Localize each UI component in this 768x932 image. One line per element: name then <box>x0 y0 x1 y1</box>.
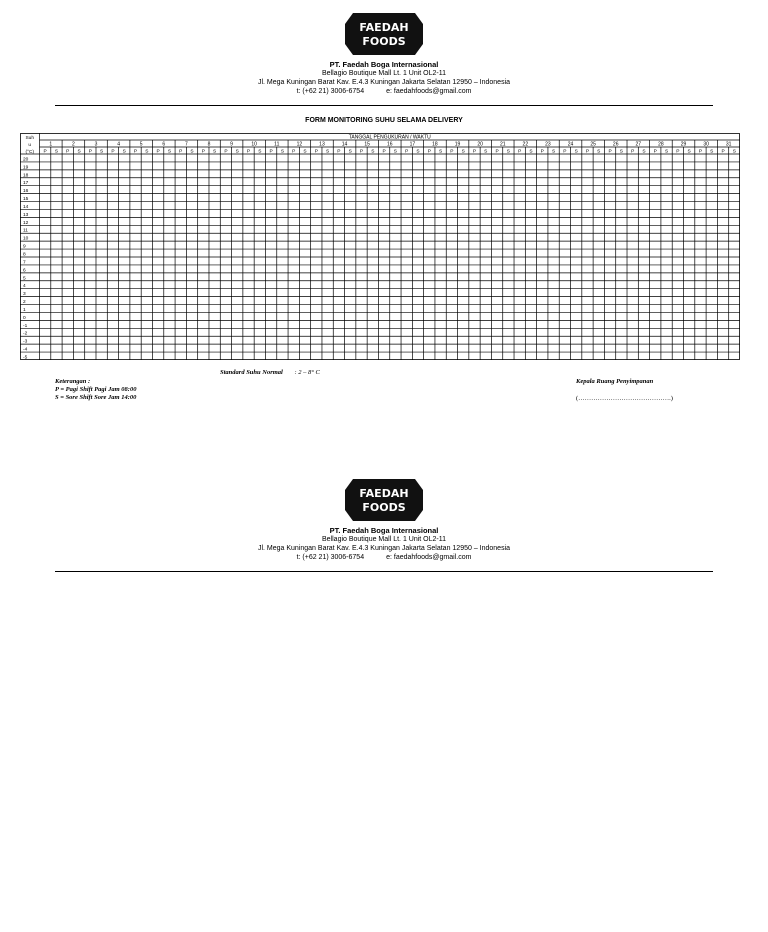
temp-label: 20 <box>23 157 29 163</box>
shift-label-p: P <box>563 149 567 155</box>
shift-label-p: P <box>43 149 47 155</box>
form-title: FORM MONITORING SUHU SELAMA DELIVERY <box>305 117 463 124</box>
day-label: 10 <box>251 141 257 148</box>
shift-label-p: P <box>359 149 364 155</box>
company-address-2: Jl. Mega Kuningan Barat Kav. E.4.3 Kuningan Jakarta Selatan 12950 – Indonesia <box>257 79 511 86</box>
logo-text-line2: FOODS <box>362 35 406 48</box>
day-label: 17 <box>409 141 416 148</box>
day-label: 7 <box>184 141 188 148</box>
day-label: 29 <box>680 141 687 148</box>
temp-label: 9 <box>23 244 26 250</box>
shift-label-p: P <box>246 149 251 155</box>
shift-label-p: P <box>382 149 386 155</box>
shift-label-p: P <box>337 149 341 155</box>
company-logo-2 <box>343 478 425 522</box>
temp-label: -2 <box>23 331 28 337</box>
standard-label: Standard Suhu Normal <box>220 369 283 376</box>
company-header-2 <box>0 526 768 562</box>
temp-label: 1 <box>23 307 26 313</box>
temp-label: 8 <box>23 252 26 258</box>
day-label: 24 <box>567 141 574 148</box>
temp-label: 10 <box>23 236 29 242</box>
temp-label: -4 <box>23 347 28 353</box>
temp-label: -3 <box>23 339 28 345</box>
shift-label-s: S <box>258 149 262 155</box>
temp-label: 6 <box>23 268 26 274</box>
shift-label-s: S <box>190 149 194 155</box>
day-label: 22 <box>522 141 529 148</box>
company-email: e: faedahfoods@gmail.com <box>386 554 472 561</box>
note-p: P = Pagi Shift Pagi Jam 08:00 <box>55 386 137 393</box>
shift-label-p: P <box>698 149 703 155</box>
temperature-monitoring-grid <box>20 133 740 360</box>
shift-label-s: S <box>642 149 646 155</box>
shift-label-s: S <box>484 149 488 155</box>
company-address-2: Jl. Mega Kuningan Barat Kav. E.4.3 Kuningan Jakarta Selatan 12950 – Indonesia <box>257 545 511 552</box>
shift-label-s: S <box>664 149 669 155</box>
temp-label: 4 <box>23 284 26 290</box>
company-address-1: Bellagio Boutique Mall Lt. 1 Unit OL2-11 <box>322 536 446 543</box>
suhu-header-line: u <box>28 143 32 148</box>
shift-label-p: P <box>66 149 70 155</box>
shift-label-s: S <box>461 149 465 155</box>
day-label: 19 <box>454 141 461 148</box>
shift-label-s: S <box>393 149 398 155</box>
header-divider-2 <box>55 571 713 572</box>
temp-label: 15 <box>23 197 29 203</box>
shift-label-p: P <box>88 149 92 155</box>
day-label: 13 <box>319 141 325 148</box>
signer-title: Kepala Ruang Penyimpanan <box>576 378 654 385</box>
shift-label-s: S <box>303 149 307 155</box>
keterangan-label: Keterangan : <box>55 378 91 385</box>
shift-label-s: S <box>732 149 736 155</box>
temp-label: 14 <box>23 204 29 210</box>
day-label: 4 <box>117 141 120 148</box>
shift-label-s: S <box>416 149 420 155</box>
shift-label-p: P <box>111 149 115 155</box>
day-label: 8 <box>207 141 211 148</box>
shift-label-p: P <box>405 149 409 155</box>
shift-label-s: S <box>371 149 375 155</box>
day-label: 12 <box>296 141 303 148</box>
day-label: 6 <box>162 141 166 148</box>
temp-label: 18 <box>23 173 29 179</box>
temp-label: 5 <box>23 276 26 282</box>
day-label: 1 <box>49 141 53 148</box>
temp-label: 11 <box>23 228 28 234</box>
standard-temperature <box>220 369 320 377</box>
temp-label: 7 <box>23 260 26 266</box>
logo-text-line1: FAEDAH <box>359 21 409 34</box>
shift-label-p: P <box>156 149 160 155</box>
shift-label-s: S <box>574 149 578 155</box>
shift-label-p: P <box>721 149 725 155</box>
company-logo <box>343 12 425 56</box>
company-email: e: faedahfoods@gmail.com <box>386 88 472 95</box>
temp-label: 12 <box>23 220 29 226</box>
shift-label-p: P <box>269 149 273 155</box>
shift-label-s: S <box>687 149 691 155</box>
day-label: 3 <box>94 141 98 148</box>
shift-label-p: P <box>292 149 296 155</box>
header-divider <box>55 105 713 106</box>
logo-text-line2: FOODS <box>362 501 406 514</box>
temp-label: 16 <box>23 189 29 195</box>
temp-label: -5 <box>23 355 28 360</box>
temp-label: -1 <box>23 323 28 329</box>
shift-label-p: P <box>631 149 635 155</box>
shift-label-s: S <box>54 149 59 155</box>
shift-label-s: S <box>100 149 104 155</box>
day-label: 26 <box>612 141 619 148</box>
signature-line: (…………………………………….) <box>576 395 673 402</box>
shift-label-p: P <box>450 149 454 155</box>
suhu-header-line: Suh <box>25 136 35 141</box>
company-name: PT. Faedah Boga Internasional <box>329 60 439 69</box>
day-label: 25 <box>590 141 596 148</box>
shift-label-p: P <box>472 149 477 155</box>
shift-label-p: P <box>427 149 431 155</box>
shift-label-p: P <box>585 149 590 155</box>
company-name: PT. Faedah Boga Internasional <box>329 526 439 535</box>
temp-label: 17 <box>23 181 29 187</box>
suhu-header-line: (°C) <box>25 150 35 155</box>
shift-label-p: P <box>224 149 228 155</box>
shift-label-s: S <box>551 149 556 155</box>
temp-label: 19 <box>23 165 29 171</box>
standard-value: : 2 – 8° C <box>294 369 320 376</box>
shift-label-p: P <box>608 149 612 155</box>
company-phone: t: (+62 21) 3006-6754 <box>296 554 365 561</box>
date-header: TANGGAL PENGUKURAN / WAKTU <box>348 134 431 141</box>
day-label: 20 <box>477 141 483 148</box>
company-phone: t: (+62 21) 3006-6754 <box>296 88 365 95</box>
day-label: 9 <box>230 141 233 148</box>
note-s: S = Sore Shift Sore Jam 14:00 <box>55 394 137 401</box>
shift-label-s: S <box>145 149 149 155</box>
day-label: 5 <box>139 141 143 148</box>
shift-label-s: S <box>280 149 285 155</box>
shift-label-s: S <box>597 149 601 155</box>
day-label: 15 <box>364 141 370 148</box>
temp-label: 2 <box>23 300 26 306</box>
shift-label-s: S <box>122 149 126 155</box>
grid-border <box>21 134 740 360</box>
day-label: 2 <box>72 141 75 148</box>
shift-label-s: S <box>438 149 443 155</box>
temp-label: 13 <box>23 212 29 218</box>
shift-label-p: P <box>495 149 499 155</box>
company-address-1: Bellagio Boutique Mall Lt. 1 Unit OL2-11 <box>322 70 446 77</box>
temp-label: 3 <box>23 292 26 298</box>
shift-label-s: S <box>529 149 533 155</box>
day-label: 28 <box>658 141 664 148</box>
day-label: 14 <box>341 141 348 148</box>
keterangan-block <box>55 378 136 402</box>
shift-label-s: S <box>506 149 510 155</box>
day-label: 23 <box>545 141 551 148</box>
shift-label-s: S <box>235 149 239 155</box>
day-label: 31 <box>725 141 732 148</box>
temp-label: 0 <box>23 315 26 321</box>
day-label: 16 <box>386 141 393 148</box>
shift-label-s: S <box>77 149 81 155</box>
shift-label-s: S <box>348 149 352 155</box>
company-header <box>0 60 768 96</box>
shift-label-p: P <box>518 149 522 155</box>
shift-label-p: P <box>133 149 138 155</box>
shift-label-s: S <box>167 149 172 155</box>
shift-label-p: P <box>653 149 657 155</box>
shift-label-s: S <box>213 149 217 155</box>
shift-label-s: S <box>326 149 330 155</box>
shift-label-p: P <box>676 149 680 155</box>
shift-label-p: P <box>201 149 205 155</box>
shift-label-p: P <box>540 149 544 155</box>
shift-label-s: S <box>619 149 623 155</box>
day-label: 11 <box>274 141 280 148</box>
day-label: 18 <box>432 141 438 148</box>
day-label: 30 <box>703 141 709 148</box>
shift-label-s: S <box>710 149 714 155</box>
logo-text-line1: FAEDAH <box>359 487 409 500</box>
shift-label-p: P <box>314 149 318 155</box>
day-label: 27 <box>635 141 642 148</box>
shift-label-p: P <box>179 149 183 155</box>
day-label: 21 <box>499 141 506 148</box>
